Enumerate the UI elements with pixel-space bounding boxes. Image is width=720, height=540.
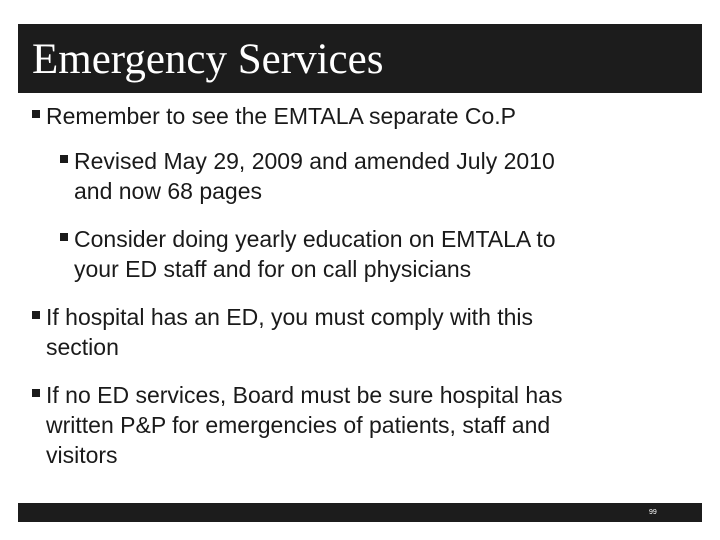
sub-bullet-item — [74, 146, 555, 206]
bullet-item — [46, 302, 533, 362]
square-bullet-icon — [60, 155, 68, 163]
bullet-text: your ED staff and for on call physicians — [74, 256, 472, 282]
bullet-text: Revised May 29, 2009 and amended July 2010 — [74, 148, 555, 174]
bullet-text: and now 68 pages — [74, 178, 262, 204]
bullet-text: If no ED services, Board must be sure hospital has — [46, 382, 563, 408]
bullet-item — [46, 380, 562, 470]
bullet-text: written P&P for emergencies of patients, staff and — [46, 412, 551, 438]
footer-bar — [18, 503, 702, 522]
bullet-text: visitors — [46, 442, 118, 468]
square-bullet-icon — [60, 233, 68, 241]
bullet-text: Consider doing yearly education on EMTALA to — [74, 226, 556, 252]
bullet-text: Remember to see the EMTALA separate Co.P — [46, 103, 517, 129]
bullet-item — [46, 101, 516, 131]
page-number: 99 — [649, 509, 657, 516]
sub-bullet-item — [74, 224, 556, 284]
bullet-text: If hospital has an ED, you must comply with this — [46, 304, 534, 330]
square-bullet-icon — [32, 311, 40, 319]
square-bullet-icon — [32, 389, 40, 397]
slide-title: Emergency Services — [32, 36, 384, 83]
bullet-text: section — [46, 334, 119, 360]
square-bullet-icon — [32, 110, 40, 118]
